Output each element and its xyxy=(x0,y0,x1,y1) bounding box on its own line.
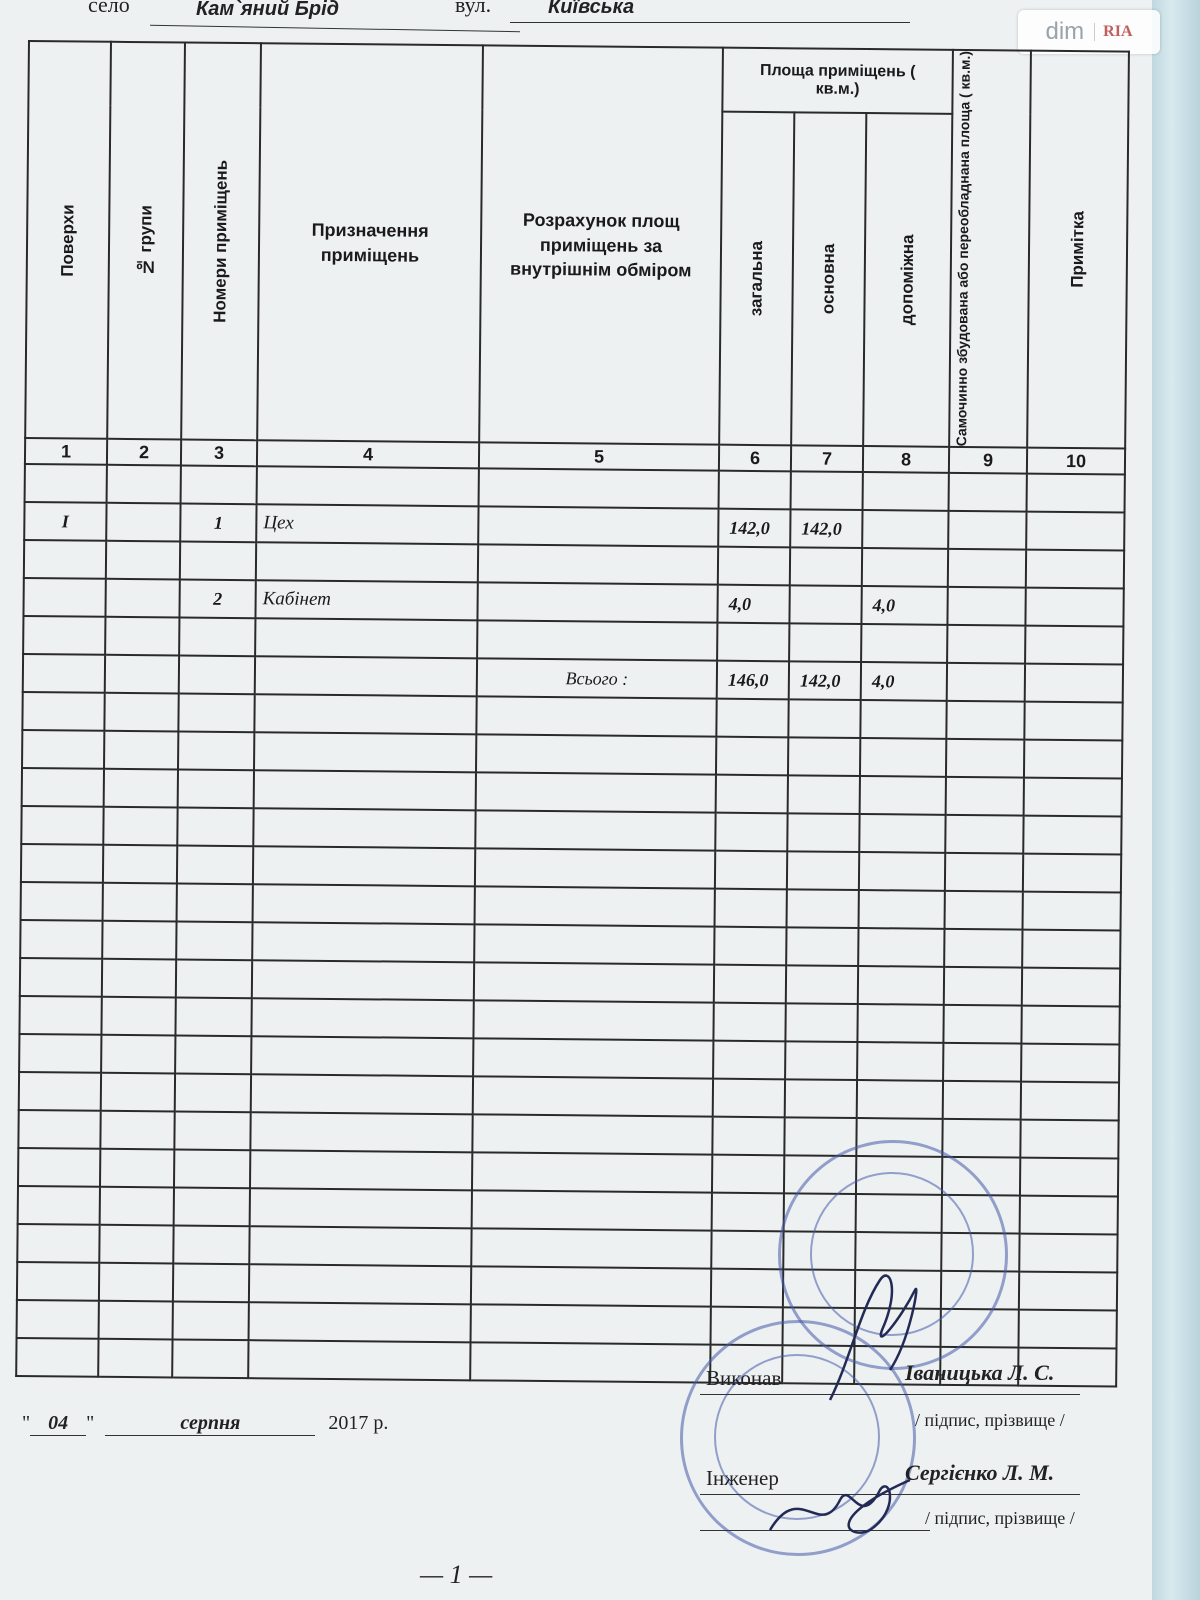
executor-signature xyxy=(820,1250,940,1410)
cell-num: 2 xyxy=(179,580,255,619)
street-underline xyxy=(510,22,910,23)
cell-calc xyxy=(477,583,717,623)
cell-num xyxy=(180,542,256,581)
watermark-brand: dim xyxy=(1045,18,1085,45)
village-value: Кам`яний Брід xyxy=(196,0,340,20)
cell-note xyxy=(1025,626,1123,665)
th-note: Примітка xyxy=(1027,51,1129,449)
cell-note xyxy=(1026,550,1124,589)
cell-total: 142,0 xyxy=(718,509,790,548)
cell-name xyxy=(255,657,477,697)
area-table-sheet xyxy=(16,40,1140,1351)
street-value: Київська xyxy=(548,0,635,18)
cell-floor xyxy=(23,578,105,617)
executed-label: Виконав xyxy=(706,1366,782,1390)
th-main: основна xyxy=(791,112,866,447)
th-group: № групи xyxy=(107,42,185,440)
col-num: 1 xyxy=(25,438,107,465)
cell-floor xyxy=(23,654,105,693)
col-num: 10 xyxy=(1027,448,1125,475)
col-num: 9 xyxy=(949,447,1027,474)
date-year: 2017 р. xyxy=(328,1412,389,1434)
cell-main: 142,0 xyxy=(790,510,862,549)
village-label: село xyxy=(88,0,130,17)
street-label: вул. xyxy=(455,0,492,17)
cell-name: Кабінет xyxy=(255,581,477,621)
cell-illegal xyxy=(947,587,1025,626)
page-number: — 1 — xyxy=(420,1560,493,1589)
cell-floor xyxy=(23,616,105,655)
th-total: загальна xyxy=(719,111,794,446)
col-num: 6 xyxy=(719,445,791,472)
col-num: 8 xyxy=(863,446,949,473)
cell-num xyxy=(179,618,255,657)
cell-calc xyxy=(478,507,718,547)
cell-total: 146,0 xyxy=(717,661,789,700)
signature-caption-1: / підпис, прізвище / xyxy=(915,1410,1065,1430)
th-illegal: Самочинно збудована або переобладнана площа ( кв.м.) xyxy=(949,50,1031,448)
cell-illegal xyxy=(948,549,1026,588)
col-num: 3 xyxy=(181,440,257,467)
cell-main xyxy=(789,624,861,663)
date-month: серпня xyxy=(105,1412,315,1436)
cell-group xyxy=(105,617,179,656)
th-calc: Розрахунок площ приміщень за внутрішнім обміром xyxy=(479,45,723,445)
th-floors: Поверхи xyxy=(25,41,111,439)
cell-main xyxy=(790,548,862,587)
date-day: 04 xyxy=(30,1412,86,1436)
engineer-name: Сергієнко Л. М. xyxy=(905,1460,1055,1485)
cell-name: Цех xyxy=(256,505,478,545)
cell-illegal xyxy=(947,663,1025,702)
executed-name: Іваницька Л. С. xyxy=(905,1360,1055,1385)
engineer-label: Інженер xyxy=(706,1466,779,1490)
cell-group xyxy=(106,541,180,580)
cell-num: 1 xyxy=(180,504,256,543)
cell-name xyxy=(255,619,477,659)
cell-main xyxy=(789,586,861,625)
col-num: 7 xyxy=(791,446,863,473)
cell-aux xyxy=(861,624,947,663)
engineer-signature xyxy=(760,1460,920,1550)
cell-main: 142,0 xyxy=(789,662,861,701)
cell-calc xyxy=(477,621,717,661)
cell-note xyxy=(1025,664,1123,703)
dim-ria-watermark xyxy=(1018,10,1160,54)
date-line: " 04 " серпня 2017 р. xyxy=(22,1412,389,1434)
cell-aux: 4,0 xyxy=(861,586,947,625)
cell-note xyxy=(1026,512,1124,551)
cell-floor: I xyxy=(24,502,106,541)
cell-illegal xyxy=(947,625,1025,664)
cell-illegal xyxy=(948,511,1026,550)
cell-note xyxy=(1025,588,1123,627)
col-num: 4 xyxy=(257,441,479,469)
th-room-numbers: Номери приміщень xyxy=(181,43,261,441)
watermark-sub: RIA xyxy=(1094,23,1132,41)
cell-name xyxy=(256,543,478,583)
col-num: 2 xyxy=(107,439,181,466)
cell-group xyxy=(106,503,180,542)
cell-group xyxy=(105,579,179,618)
th-area-group: Площа приміщень ( кв.м.) xyxy=(722,48,953,114)
cell-aux: 4,0 xyxy=(861,662,947,701)
cell-num xyxy=(179,656,255,695)
header-row-1 xyxy=(28,41,1129,115)
col-num: 5 xyxy=(479,443,719,471)
cell-group xyxy=(105,655,179,694)
cell-calc: Всього : xyxy=(477,659,717,699)
th-aux: допоміжна xyxy=(863,113,952,448)
th-purpose: Призначення приміщень xyxy=(257,43,483,443)
cell-total: 4,0 xyxy=(717,585,789,624)
folder-edge xyxy=(1152,0,1200,1600)
cell-aux xyxy=(862,548,948,587)
cell-calc xyxy=(478,545,718,585)
cell-floor xyxy=(24,540,106,579)
cell-total xyxy=(718,547,790,586)
signature-caption-2: / підпис, прізвище / xyxy=(925,1508,1075,1528)
cell-total xyxy=(717,623,789,662)
cell-aux xyxy=(862,510,948,549)
